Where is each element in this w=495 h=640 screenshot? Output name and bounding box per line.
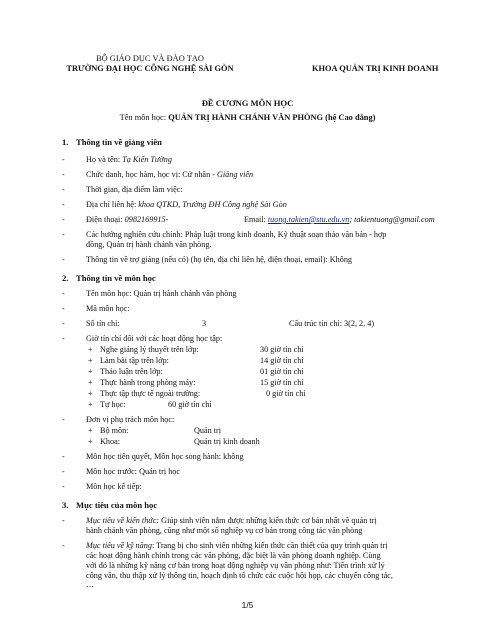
item-text: Tên môn học: Quản trị hành chánh văn phòng — [86, 289, 237, 298]
unit-label: Bộ môn: — [100, 426, 129, 435]
item-label: Chức danh, học hàm, học vị: Cử nhân - — [86, 170, 217, 179]
item-text: Môn học kế tiếp: — [86, 482, 142, 491]
item-text: Mã môn học: — [86, 304, 130, 313]
section-title: Mục tiêu của môn học — [76, 500, 158, 510]
item-text: Giờ tín chỉ đối với các hoạt động học tập: — [86, 334, 223, 343]
credit-structure: Cấu trúc tín chỉ: 3(2, 2, 4) — [289, 319, 375, 328]
subtitle-course: QUẢN TRỊ HÀNH CHÁNH VĂN PHÒNG (hệ Cao đẳng) — [168, 113, 376, 122]
activity-value: 01 giờ tín chỉ — [260, 367, 304, 376]
header-left — [50, 54, 250, 74]
item-text: Thời gian, địa điểm làm việc: — [86, 185, 183, 194]
item-text: Đơn vị phụ trách môn học: — [86, 415, 175, 424]
document-title: ĐỀ CƯƠNG MÔN HỌC — [201, 98, 294, 108]
email-label: Email: — [244, 215, 268, 224]
objective-text-line: hành chánh văn phòng, cũng như một số nghiệp vụ cơ bản trong công tác văn phòng — [86, 525, 363, 535]
section-title: Thông tin về môn học — [76, 273, 156, 283]
item-text: Môn học tiên quyết, Môn học song hành: không — [86, 452, 244, 461]
item-text: Thông tin về trợ giảng (nếu có) (họ tên, địa chỉ liên hệ, điện thoại, email): Không — [86, 255, 353, 264]
activity-value: 15 giờ tín chỉ — [260, 378, 304, 387]
item-text-line: đồng, Quản trị hành chánh văn phòng. — [86, 239, 212, 249]
activity-value: 0 giờ tín chỉ — [266, 389, 306, 398]
activity-label: Làm bài tập trên lớp: — [100, 356, 169, 365]
section-number: 3. — [62, 500, 69, 510]
objective-text: : Trang bị cho sinh viên những kiến thức cần thiết của quy trình quản trị — [151, 541, 388, 550]
phone-value: 0982169915- — [124, 215, 169, 224]
activity-value: 60 giờ tín chỉ — [168, 400, 212, 409]
email-alt: ; takientuong@gmail.com — [349, 215, 435, 224]
item-label: Điện thoại: — [86, 215, 125, 224]
unit-label: Khoa: — [100, 437, 121, 446]
objective-text-line: với đó là những kỹ năng cơ bản trong hoạt động nghiệp vụ văn phòng như: Tiến trình xử lý — [86, 560, 385, 570]
item-text-line: Các hướng nghiên cứu chính: Pháp luật trong kinh doanh, Kỹ thuật soạn thảo văn bản - hợp — [86, 230, 387, 239]
section-3-heading — [62, 500, 157, 510]
email-link[interactable]: tuong.takien@stu.edu.vn — [267, 215, 350, 224]
activity-label: Thực tập thực tế ngoài trường: — [100, 389, 201, 398]
section-title: Thông tin về giảng viên — [76, 137, 162, 147]
objective-label: Mục tiêu về kỹ năng — [86, 541, 152, 550]
unit-value: Quản trị — [194, 426, 222, 435]
activity-value: 14 giờ tín chỉ — [260, 356, 304, 365]
activity-label: Nghe giảng lý thuyết trên lớp: — [100, 345, 199, 354]
objective-text: Giúp sinh viên nắm được những kiến thức cơ bản nhất về quản trị — [159, 516, 377, 525]
section-2-heading — [62, 273, 156, 283]
activity-label: Tự học: — [100, 400, 126, 409]
item-text: Môn học trước: Quản trị học — [86, 467, 181, 476]
item-label: Địa chỉ liên hệ: — [86, 200, 139, 209]
ministry-name: BỘ GIÁO DỤC VÀ ĐÀO TẠO — [96, 54, 204, 63]
objective-text-line: … — [86, 580, 95, 590]
faculty-name: KHOA QUẢN TRỊ KINH DOANH — [312, 64, 439, 73]
document-page: BỘ GIÁO DỤC VÀ ĐÀO TẠO TRƯỜNG ĐẠI HỌC CÔNG NGHỆ SÀI GÒN KHOA QUẢN TRỊ KINH DOANH ĐỀ CƯƠNG MÔN HỌC Tên môn học: QUẢN TRỊ HÀNH CHÁNH VĂN PHÒNG (hệ Cao đẳng) 1. Thông tin về giảng viên - Họ và tên: Tạ Kiến Tường - Chức danh, học hàm, học vị: Cử nhân - Giảng viên - Thời gian, địa điểm làm việc: - Địa chỉ liên hệ: khoa QTKD, Trường ĐH Công nghệ Sài Gòn - Điện thoại: 0982169915- Email: tuong.takien@stu.edu.vn; takientuong@gmail.com - Các hướng nghiên cứu chính: Pháp luật trong kinh doanh, Kỹ thuật soạn thảo văn bản - hợp đồng, Quản trị hành chánh văn phòng. - Thông tin về trợ giảng (nếu có) (họ tên, địa chỉ liên hệ, điện thoại, email): Không 2. Thông tin về môn học - Tên môn học: Quản trị hành chánh văn phòng - Mã môn học: - Số tín chỉ: 3 Cấu trúc tín chỉ: 3(2, 2, 4) - Giờ tín chỉ đối với các hoạt động học tập: + Nghe giảng lý thuyết trên lớp: 30 giờ tín chỉ + Làm bài tập trên lớp: 14 giờ tín chỉ + Thảo luận trên lớp: 01 giờ tín chỉ + Thực hành trong phòng máy: 15 giờ tín chỉ + Thực tập thực tế ngoài trường: 0 giờ tín chỉ + Tự học: 60 giờ tín chỉ - Đơn vị phụ trách môn học: + Bộ môn: Quản trị + Khoa: Quản trị kinh doanh - Môn học tiên quyết, Môn học song hành: không - Môn học trước: Quản trị học - Môn học kế tiếp: 3. Mục tiêu của môn học - Mục tiêu về kiến thức: Giúp sinh viên nắm được những kiến thức cơ bản nhất về quản trị hành chánh văn phòng, cũng như một số nghiệp vụ cơ bản trong công tác văn phòng - Mục tiêu về kỹ năng: Trang bị cho sinh viên những kiến thức cần thiết của quy trình quản trị các hoạt động hành chính trong các văn phòng, đặc biệt là văn phòng doanh nghiệp. Cùng với đó là những kỹ năng cơ bản trong hoạt động nghiệp vụ văn phòng như: Tiến trình xử lý công văn, thu thập xử lý thông tin, hoạch định tổ chức các cuộc hội họp, các chuyến công tác, … 1/5 — [0, 0, 495, 640]
section-1-heading — [62, 137, 162, 147]
subtitle-prefix: Tên môn học: — [119, 113, 169, 122]
objective-label: Mục tiêu về kiến thức: — [86, 516, 160, 525]
unit-value: Quản trị kinh doanh — [194, 437, 260, 446]
document-subtitle — [0, 113, 495, 123]
item-value: Giảng viên — [216, 170, 254, 179]
item-value: khoa QTKD, Trường ĐH Công nghệ Sài Gòn — [138, 200, 287, 209]
item-value: Tạ Kiến Tường — [122, 155, 172, 164]
objective-text-line: các hoạt động hành chính trong các văn phòng, đặc biệt là văn phòng doanh nghiệp. Cùng — [86, 550, 381, 560]
page-number: 1/5 — [241, 600, 254, 610]
credits-value: 3 — [202, 319, 207, 328]
item-label: Số tín chỉ: — [86, 319, 120, 328]
university-name: TRƯỜNG ĐẠI HỌC CÔNG NGHỆ SÀI GÒN — [66, 64, 234, 74]
email-block — [244, 215, 435, 225]
objective-text-line: công văn, thu thập xử lý thông tin, hoạch định tổ chức các cuộc hội họp, các chuyến công tác, — [86, 570, 393, 580]
activity-label: Thảo luận trên lớp: — [100, 367, 163, 376]
activity-label: Thực hành trong phòng máy: — [100, 378, 196, 387]
activity-value: 30 giờ tín chỉ — [260, 345, 304, 354]
section-number: 2. — [62, 273, 69, 283]
item-label: Họ và tên: — [86, 155, 123, 164]
section-number: 1. — [62, 137, 69, 147]
